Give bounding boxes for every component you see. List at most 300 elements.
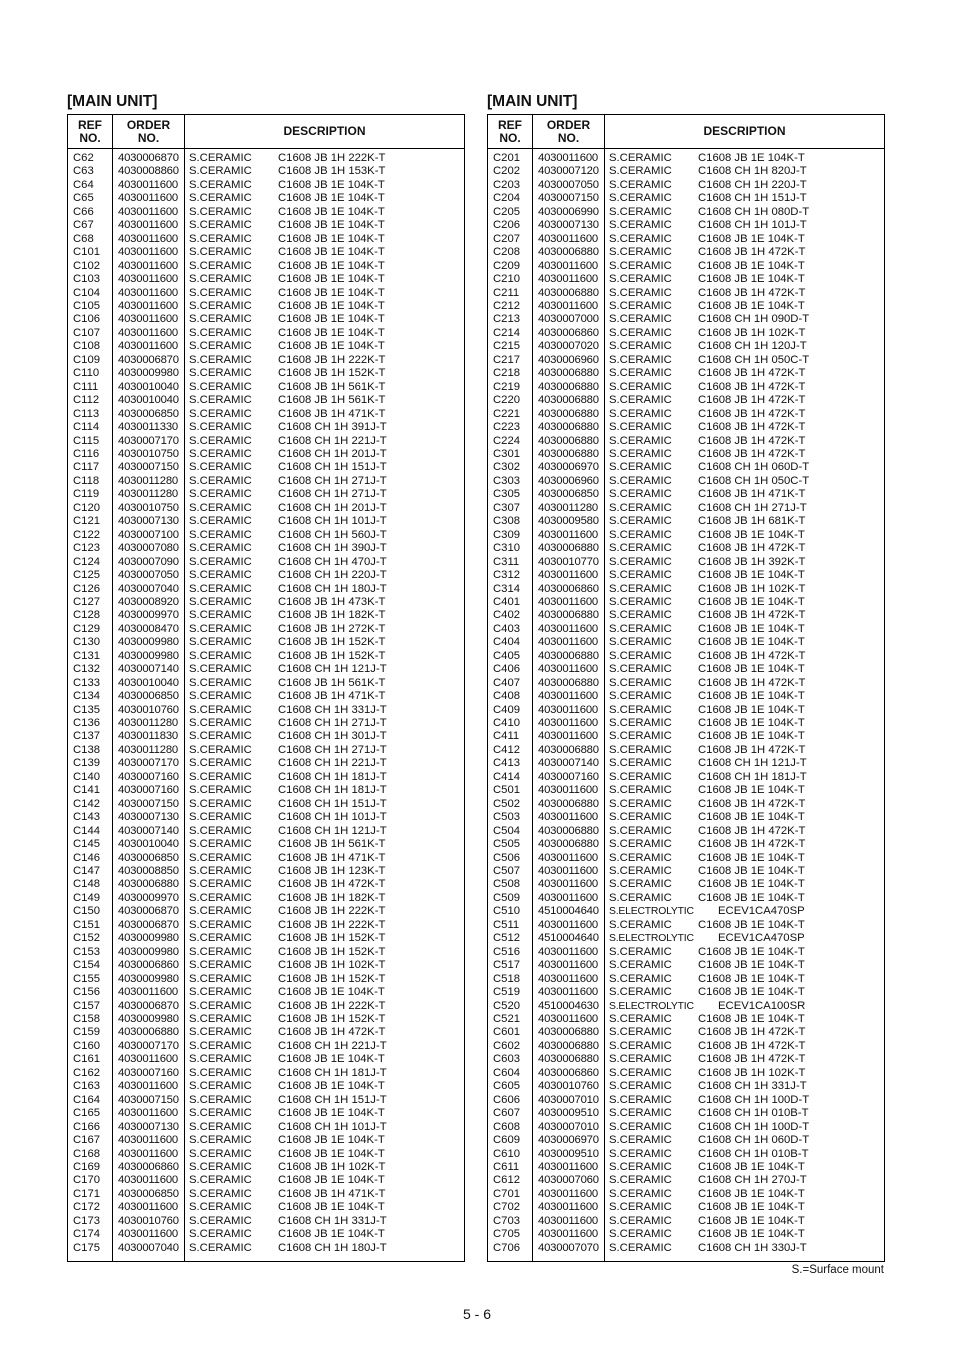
table-row xyxy=(488,206,884,219)
part-value: C1608 CH 1H 560J-T xyxy=(278,528,387,541)
part-value: C1608 JB 1H 472K-T xyxy=(698,1053,806,1066)
part-value: C1608 CH 1H 271J-T xyxy=(698,501,807,514)
table-row xyxy=(68,865,464,878)
ref-no: C512 xyxy=(493,932,521,945)
order-no: 4030011600 xyxy=(538,811,598,824)
part-value: C1608 JB 1H 472K-T xyxy=(698,824,806,837)
order-no: 4030011600 xyxy=(118,1201,178,1214)
part-value: C1608 JB 1E 104K-T xyxy=(698,1214,805,1227)
part-type: S.CERAMIC xyxy=(609,299,672,312)
order-no: 4030006960 xyxy=(538,474,599,487)
part-type: S.CERAMIC xyxy=(609,1093,672,1106)
table-row xyxy=(68,354,464,367)
table-row xyxy=(488,1215,884,1228)
part-type: S.CERAMIC xyxy=(189,555,252,568)
table-row xyxy=(68,542,464,555)
ref-no: C119 xyxy=(73,488,100,501)
part-value: C1608 JB 1H 152K-T xyxy=(278,1013,386,1025)
table-row xyxy=(488,704,884,717)
ref-no: C127 xyxy=(73,595,101,608)
ref-no: C146 xyxy=(73,851,101,864)
table-row xyxy=(488,1094,884,1107)
ref-no: C169 xyxy=(73,1160,101,1173)
table-body xyxy=(68,152,464,1255)
order-no: 4030007140 xyxy=(538,757,599,770)
part-type: S.CERAMIC xyxy=(189,703,252,716)
ref-no: C158 xyxy=(73,1013,101,1025)
ref-no: C209 xyxy=(493,259,521,272)
part-value: C1608 CH 1H 050C-T xyxy=(698,353,810,366)
part-value: C1608 JB 1E 104K-T xyxy=(698,972,805,985)
part-type: S.CERAMIC xyxy=(609,1066,672,1079)
table-row xyxy=(488,1067,884,1080)
part-value: C1608 JB 1E 104K-T xyxy=(278,1201,385,1214)
ref-no: C412 xyxy=(493,743,521,756)
order-no: 4030011600 xyxy=(118,1174,178,1187)
header-label: REF NO. xyxy=(498,117,522,145)
table-row xyxy=(488,1080,884,1093)
table-header xyxy=(68,115,464,149)
part-value: C1608 CH 1H 060D-T xyxy=(698,461,810,474)
part-type: S.CERAMIC xyxy=(609,192,672,205)
header-order-no xyxy=(113,115,185,148)
part-type: S.CERAMIC xyxy=(189,528,252,541)
part-value: C1608 JB 1E 104K-T xyxy=(698,569,805,582)
ref-no: C203 xyxy=(493,178,521,191)
table-row xyxy=(488,663,884,676)
ref-no: C135 xyxy=(73,703,101,716)
order-no: 4030011830 xyxy=(118,730,178,743)
part-value: C1608 JB 1H 472K-T xyxy=(698,447,806,460)
footnote: S.=Surface mount xyxy=(791,1264,884,1276)
order-no: 4030010040 xyxy=(118,380,179,393)
part-value: C1608 CH 1H 181J-T xyxy=(278,770,387,783)
order-no: 4030009980 xyxy=(118,945,179,958)
ref-no: C152 xyxy=(73,932,101,945)
ref-no: C505 xyxy=(493,838,521,851)
ref-no: C171 xyxy=(73,1187,101,1200)
part-value: C1608 JB 1E 104K-T xyxy=(698,273,805,286)
table-row xyxy=(488,152,884,165)
part-value: C1608 CH 1H 101J-T xyxy=(278,515,387,528)
part-value: C1608 JB 1H 561K-T xyxy=(278,838,386,851)
part-type: S.CERAMIC xyxy=(189,232,252,245)
table-row xyxy=(488,1000,884,1013)
table-row xyxy=(488,1174,884,1187)
table-row xyxy=(488,852,884,865)
table-row xyxy=(488,878,884,891)
ref-no: C63 xyxy=(73,165,94,178)
part-type: S.CERAMIC xyxy=(189,622,252,635)
part-type: S.CERAMIC xyxy=(609,1174,672,1187)
order-no: 4030006870 xyxy=(118,905,179,918)
ref-no: C118 xyxy=(73,474,100,487)
part-value: C1608 JB 1E 104K-T xyxy=(698,1187,805,1200)
order-no: 4030007050 xyxy=(538,178,599,191)
table-row xyxy=(68,502,464,515)
part-value: C1608 JB 1H 472K-T xyxy=(698,1039,806,1052)
table-row xyxy=(68,636,464,649)
part-value: C1608 JB 1H 472K-T xyxy=(278,1026,386,1039)
table-row xyxy=(488,1134,884,1147)
part-value: C1608 JB 1H 472K-T xyxy=(698,380,806,393)
ref-no: C608 xyxy=(493,1120,521,1133)
ref-no: C129 xyxy=(73,622,101,635)
ref-no: C65 xyxy=(73,192,94,205)
order-no: 4030009510 xyxy=(538,1147,599,1160)
table-row xyxy=(488,1121,884,1134)
header-label: ORDER NO. xyxy=(126,117,171,145)
table-row xyxy=(488,435,884,448)
part-type: S.CERAMIC xyxy=(189,1241,252,1254)
part-value: C1608 JB 1E 104K-T xyxy=(698,717,805,730)
header-label: REF NO. xyxy=(78,117,102,145)
order-no: 4030011600 xyxy=(118,178,178,191)
ref-no: C106 xyxy=(73,313,101,326)
table-row xyxy=(68,1053,464,1066)
ref-no: C121 xyxy=(73,515,101,528)
part-value: C1608 CH 1H 331J-T xyxy=(278,1214,387,1227)
order-no: 4030009980 xyxy=(118,367,179,380)
part-value: C1608 JB 1E 104K-T xyxy=(698,663,805,676)
order-no: 4030011600 xyxy=(118,340,178,353)
ref-no: C612 xyxy=(493,1174,521,1187)
part-type: S.CERAMIC xyxy=(189,1228,252,1241)
part-type: S.CERAMIC xyxy=(189,838,252,851)
part-value: C1608 CH 1H 100D-T xyxy=(698,1120,810,1133)
section-title: [MAIN UNIT] xyxy=(67,93,158,110)
part-type: S.CERAMIC xyxy=(609,380,672,393)
part-value: C1608 JB 1H 472K-T xyxy=(698,394,806,407)
order-no: 4030011600 xyxy=(118,986,178,999)
part-value: C1608 JB 1H 561K-T xyxy=(278,394,386,407)
order-no: 4030006860 xyxy=(538,326,599,339)
part-type: S.CERAMIC xyxy=(609,676,672,689)
part-value: C1608 JB 1H 222K-T xyxy=(278,353,386,366)
order-no: 4510004640 xyxy=(538,932,599,945)
table-row xyxy=(488,1161,884,1174)
table-row xyxy=(68,878,464,891)
part-value: C1608 JB 1H 471K-T xyxy=(278,851,386,864)
part-type: S.CERAMIC xyxy=(609,501,672,514)
part-value: C1608 JB 1H 222K-T xyxy=(278,905,386,918)
ref-no: C107 xyxy=(73,326,101,339)
table-row xyxy=(488,609,884,622)
table-row xyxy=(68,165,464,178)
part-value: C1608 CH 1H 820J-T xyxy=(698,165,807,178)
order-no: 4510004630 xyxy=(538,999,599,1012)
part-type: S.CERAMIC xyxy=(609,582,672,595)
part-value: C1608 JB 1E 104K-T xyxy=(278,178,385,191)
table-row xyxy=(488,865,884,878)
table-row xyxy=(68,287,464,300)
part-value: C1608 CH 1H 221J-T xyxy=(278,757,387,770)
part-value: C1608 CH 1H 220J-T xyxy=(698,178,807,191)
part-value: C1608 CH 1H 201J-T xyxy=(278,501,387,514)
ref-no: C163 xyxy=(73,1080,101,1093)
part-type: S.CERAMIC xyxy=(609,515,672,528)
part-value: C1608 JB 1H 472K-T xyxy=(698,434,806,447)
order-no: 4030007160 xyxy=(118,1066,179,1079)
part-type: S.CERAMIC xyxy=(609,918,672,931)
table-row xyxy=(488,260,884,273)
order-no: 4030007010 xyxy=(538,1093,599,1106)
part-value: C1608 JB 1H 471K-T xyxy=(278,407,386,420)
table-row xyxy=(68,475,464,488)
part-value: C1608 JB 1H 471K-T xyxy=(278,690,386,703)
ref-no: C507 xyxy=(493,865,521,878)
part-type: S.CERAMIC xyxy=(609,636,672,649)
ref-no: C115 xyxy=(73,434,100,447)
ref-no: C311 xyxy=(493,555,520,568)
part-type: S.CERAMIC xyxy=(189,905,252,918)
order-no: 4030010040 xyxy=(118,394,179,407)
table-row xyxy=(488,1242,884,1255)
table-row xyxy=(68,421,464,434)
part-value: C1608 JB 1E 104K-T xyxy=(698,959,805,972)
order-no: 4030007150 xyxy=(118,1093,179,1106)
part-value: C1608 JB 1E 104K-T xyxy=(698,945,805,958)
part-value: C1608 JB 1E 104K-T xyxy=(698,299,805,312)
order-no: 4030006990 xyxy=(538,205,599,218)
part-value: C1608 CH 1H 221J-T xyxy=(278,1039,387,1052)
part-type: S.CERAMIC xyxy=(189,1201,252,1214)
order-no: 4030007080 xyxy=(118,542,179,555)
ref-no: C120 xyxy=(73,501,101,514)
part-type: S.ELECTROLYTIC xyxy=(609,933,694,945)
table-row xyxy=(488,1040,884,1053)
table-row xyxy=(68,1080,464,1093)
header-label: DESCRIPTION xyxy=(283,124,366,138)
order-no: 4030006850 xyxy=(118,1187,179,1200)
part-type: S.CERAMIC xyxy=(189,649,252,662)
ref-no: C503 xyxy=(493,811,521,824)
part-type: S.CERAMIC xyxy=(609,1013,672,1025)
part-value: C1608 JB 1H 123K-T xyxy=(278,865,386,878)
order-no: 4030007170 xyxy=(118,434,179,447)
ref-no: C112 xyxy=(73,394,100,407)
part-value: C1608 JB 1H 681K-T xyxy=(698,515,806,528)
ref-no: C408 xyxy=(493,690,521,703)
part-type: S.CERAMIC xyxy=(609,959,672,972)
ref-no: C109 xyxy=(73,353,101,366)
order-no: 4030011600 xyxy=(538,663,598,676)
part-value: C1608 JB 1E 104K-T xyxy=(698,784,805,797)
order-no: 4030011600 xyxy=(538,1187,598,1200)
ref-no: C406 xyxy=(493,663,521,676)
part-value: C1608 CH 1H 220J-T xyxy=(278,569,387,582)
ref-no: C141 xyxy=(73,784,101,797)
part-type: S.CERAMIC xyxy=(609,972,672,985)
page-number: 5 - 6 xyxy=(462,1306,491,1322)
part-type: S.CERAMIC xyxy=(609,528,672,541)
order-no: 4030008860 xyxy=(118,165,179,178)
part-value: C1608 JB 1E 104K-T xyxy=(278,192,385,205)
order-no: 4030011280 xyxy=(118,743,178,756)
part-value: C1608 JB 1H 472K-T xyxy=(698,676,806,689)
ref-no: C117 xyxy=(73,461,100,474)
order-no: 4030011600 xyxy=(538,851,598,864)
ref-no: C164 xyxy=(73,1093,101,1106)
part-type: S.CERAMIC xyxy=(609,421,672,434)
ref-no: C403 xyxy=(493,622,521,635)
part-value: C1608 JB 1E 104K-T xyxy=(698,878,805,891)
ref-no: C104 xyxy=(73,286,101,299)
ref-no: C67 xyxy=(73,219,94,232)
part-type: S.CERAMIC xyxy=(189,811,252,824)
order-no: 4030009580 xyxy=(538,515,599,528)
order-no: 4030010750 xyxy=(118,501,179,514)
order-no: 4030007170 xyxy=(118,757,179,770)
part-value: C1608 JB 1H 471K-T xyxy=(698,488,806,501)
table-row xyxy=(68,757,464,770)
part-type: S.CERAMIC xyxy=(609,259,672,272)
part-type: S.CERAMIC xyxy=(189,394,252,407)
part-value: C1608 JB 1H 182K-T xyxy=(278,609,386,622)
table-row xyxy=(68,1228,464,1241)
part-type: S.CERAMIC xyxy=(189,515,252,528)
part-type: S.CERAMIC xyxy=(609,891,672,904)
part-type: S.CERAMIC xyxy=(609,1107,672,1120)
order-no: 4030011600 xyxy=(538,730,598,743)
part-value: C1608 JB 1H 102K-T xyxy=(698,326,806,339)
table-row xyxy=(68,690,464,703)
part-type: S.CERAMIC xyxy=(609,824,672,837)
part-type: S.CERAMIC xyxy=(189,986,252,999)
part-type: S.CERAMIC xyxy=(609,569,672,582)
part-value: C1608 CH 1H 151J-T xyxy=(278,1093,387,1106)
order-no: 4030007150 xyxy=(538,192,599,205)
ref-no: C215 xyxy=(493,340,521,353)
table-row xyxy=(68,313,464,326)
part-value: C1608 JB 1E 104K-T xyxy=(278,286,385,299)
order-no: 4030007070 xyxy=(538,1241,599,1254)
part-value: C1608 JB 1H 561K-T xyxy=(278,380,386,393)
ref-no: C151 xyxy=(73,918,101,931)
part-value: C1608 CH 1H 470J-T xyxy=(278,555,387,568)
ref-no: C144 xyxy=(73,824,101,837)
part-type: S.CERAMIC xyxy=(189,259,252,272)
order-no: 4030007040 xyxy=(118,1241,179,1254)
ref-no: C174 xyxy=(73,1228,101,1241)
part-type: S.CERAMIC xyxy=(189,501,252,514)
order-no: 4030007000 xyxy=(538,313,599,326)
part-value: C1608 JB 1H 473K-T xyxy=(278,595,386,608)
table-row xyxy=(68,1148,464,1161)
table-row xyxy=(68,273,464,286)
order-no: 4030011600 xyxy=(538,636,598,649)
order-no: 4030011600 xyxy=(538,1160,598,1173)
order-no: 4030011600 xyxy=(538,1214,598,1227)
table-row xyxy=(68,704,464,717)
order-no: 4030011600 xyxy=(118,1053,178,1066)
header-description xyxy=(185,115,464,148)
part-value: C1608 CH 1H 080D-T xyxy=(698,205,810,218)
ref-no: C217 xyxy=(493,353,521,366)
part-type: S.CERAMIC xyxy=(189,636,252,649)
order-no: 4030006880 xyxy=(538,407,599,420)
part-value: C1608 JB 1H 102K-T xyxy=(278,959,386,972)
part-type: S.CERAMIC xyxy=(609,340,672,353)
table-row xyxy=(488,529,884,542)
part-value: C1608 JB 1E 104K-T xyxy=(698,865,805,878)
order-no: 4030006850 xyxy=(538,488,599,501)
ref-no: C609 xyxy=(493,1134,521,1147)
order-no: 4030007130 xyxy=(118,1120,179,1133)
order-no: 4030011600 xyxy=(118,286,178,299)
part-value: C1608 JB 1H 152K-T xyxy=(278,972,386,985)
ref-no: C510 xyxy=(493,905,521,918)
order-no: 4030010760 xyxy=(538,1080,599,1093)
part-type: S.CERAMIC xyxy=(189,273,252,286)
part-value: C1608 JB 1H 472K-T xyxy=(698,407,806,420)
part-value: C1608 CH 1H 151J-T xyxy=(698,192,807,205)
part-value: C1608 JB 1E 104K-T xyxy=(698,259,805,272)
order-no: 4030006880 xyxy=(538,246,599,259)
part-value: C1608 JB 1E 104K-T xyxy=(698,690,805,703)
part-type: S.CERAMIC xyxy=(189,851,252,864)
order-no: 4030008470 xyxy=(118,622,179,635)
part-type: S.CERAMIC xyxy=(189,582,252,595)
order-no: 4030006880 xyxy=(538,380,599,393)
table-row xyxy=(68,192,464,205)
part-type: S.CERAMIC xyxy=(189,1093,252,1106)
part-type: S.CERAMIC xyxy=(609,730,672,743)
part-type: S.CERAMIC xyxy=(609,205,672,218)
part-type: S.CERAMIC xyxy=(609,595,672,608)
part-value: C1608 CH 1H 330J-T xyxy=(698,1241,807,1254)
order-no: 4030011600 xyxy=(538,528,598,541)
ref-no: C133 xyxy=(73,676,101,689)
table-row xyxy=(488,233,884,246)
part-type: S.CERAMIC xyxy=(609,407,672,420)
ref-no: C703 xyxy=(493,1214,521,1227)
table-row xyxy=(68,556,464,569)
part-type: S.CERAMIC xyxy=(609,1053,672,1066)
ref-no: C202 xyxy=(493,165,521,178)
order-no: 4030006880 xyxy=(538,542,599,555)
ref-no: C123 xyxy=(73,542,101,555)
part-type: S.CERAMIC xyxy=(189,299,252,312)
order-no: 4030007140 xyxy=(118,824,179,837)
part-value: C1608 JB 1E 104K-T xyxy=(278,232,385,245)
ref-no: C156 xyxy=(73,986,101,999)
part-type: S.CERAMIC xyxy=(609,770,672,783)
table-row xyxy=(68,246,464,259)
part-type: S.CERAMIC xyxy=(609,878,672,891)
part-value: C1608 JB 1H 222K-T xyxy=(278,152,386,164)
order-no: 4030006960 xyxy=(538,353,599,366)
order-no: 4030011600 xyxy=(538,622,598,635)
part-type: S.CERAMIC xyxy=(609,649,672,662)
part-type: S.CERAMIC xyxy=(189,1026,252,1039)
order-no: 4030006880 xyxy=(538,1053,599,1066)
part-value: C1608 JB 1H 472K-T xyxy=(698,1026,806,1039)
part-type: S.CERAMIC xyxy=(609,1120,672,1133)
part-value: C1608 CH 1H 391J-T xyxy=(278,421,387,434)
part-type: S.CERAMIC xyxy=(609,1039,672,1052)
ref-no: C218 xyxy=(493,367,521,380)
table-row xyxy=(68,1040,464,1053)
part-type: S.CERAMIC xyxy=(609,838,672,851)
ref-no: C224 xyxy=(493,434,521,447)
order-no: 4030007130 xyxy=(538,219,599,232)
table-row xyxy=(488,973,884,986)
table-row xyxy=(68,340,464,353)
table-row xyxy=(68,919,464,932)
part-type: S.CERAMIC xyxy=(609,622,672,635)
table-row xyxy=(68,892,464,905)
